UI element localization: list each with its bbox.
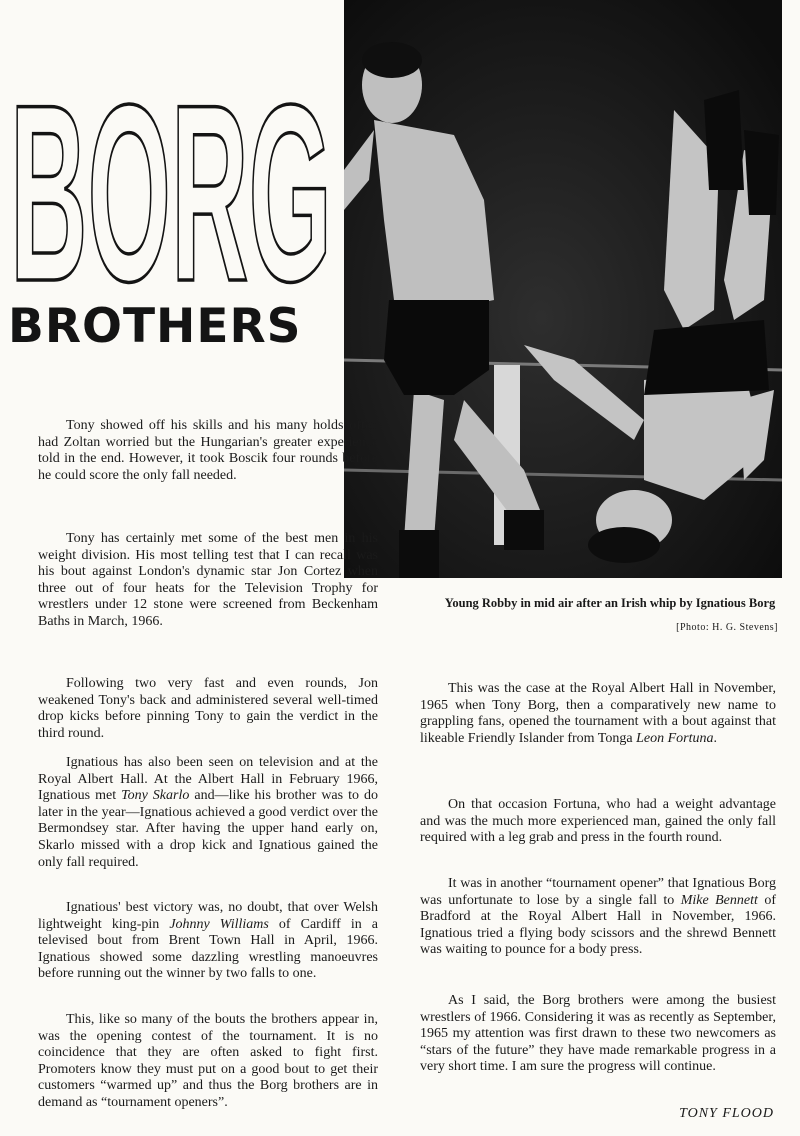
paragraph: On that occasion Fortuna, who had a weight advantage and was the much more experienced man, gained the only fall required with a leg grab and press in the fourth round. xyxy=(420,797,776,846)
paragraph xyxy=(420,876,776,959)
paragraph xyxy=(38,900,378,983)
photo-credit: [Photo: H. G. Stevens] xyxy=(676,622,778,633)
photo-caption: Young Robby in mid air after an Irish whip by Ignatious Borg xyxy=(444,596,776,610)
paragraph: Tony showed off his skills and his many holds often had Zoltan worried but the Hungarian's greater experience told in the end. However, it took Boscik four rounds before he could score the only fall needed. xyxy=(38,418,378,483)
wrestling-photo xyxy=(344,0,782,578)
text-run: It was in another “tournament opener” that Ignatious Borg was unfortunate to lose by a single fall to xyxy=(420,876,776,908)
paragraph xyxy=(420,681,776,747)
paragraph: As I said, the Borg brothers were among the busiest wrestlers of 1966. Considering it was as recently as September, 1965 my attention was first drawn to these two newcomers as “stars of the future” they have made remarkable progress in a very short time. I am sure the progress will continue. xyxy=(420,993,776,1075)
text-run: Ignatious has also been seen on television and at the Royal Albert Hall. At the Albert Hall in February 1966, Ignatious met xyxy=(38,755,378,804)
paragraph: This, like so many of the bouts the brothers appear in, was the opening contest of the tournament. It is no coincidence that they are often asked to fight first. Promoters know they must put on a good bout to get their customers “warmed up” and thus the Borg brothers are in demand as “tournament openers”. xyxy=(38,1012,378,1110)
wrestler-name: Johnny Williams xyxy=(169,916,269,932)
paragraph xyxy=(38,755,378,871)
paragraph: Tony has certainly met some of the best men in his weight division. His most telling test that I can recall was his bout against London's dynamic star Jon Cortez when three out of four heats for the Television Trophy for wrestlers under 12 stone were screened from Beckenham Baths in March, 1966. xyxy=(38,531,378,629)
paragraph: Following two very fast and even rounds, Jon weakened Tony's back and administered several well-timed drop kicks before pinning Tony to gain the verdict in the third round. xyxy=(38,676,378,741)
title-borg xyxy=(6,92,336,288)
text-run: This was the case at the Royal Albert Hall in November, 1965 when Tony Borg, then a comparatively new name to grappling fans, opened the tournament with a bout against that likeable Friendly Islander from Tonga xyxy=(420,681,776,746)
author-signature: TONY FLOOD xyxy=(679,1106,774,1121)
text-run: of Cardiff in a televised bout from Brent Town Hall in April, 1966. Ignatious showed some dazzling wrestling manoeuvres before running out the winner by two falls to one. xyxy=(38,916,378,982)
title-borg-text: BORG xyxy=(10,92,332,288)
wrestler-name: Leon Fortuna xyxy=(636,730,714,746)
text-run: and—like his brother was to do later in the year—Ignatious achieved a good verdict over the Bermondsey star. After having the upper hand early on, Skarlo missed with a drop kick and Ignatious gained the only fall required. xyxy=(38,788,378,870)
title-brothers: BROTHERS xyxy=(8,299,302,354)
wrestler-name: Tony Skarlo xyxy=(121,788,190,804)
text-run: Ignatious' best victory was, no doubt, that over Welsh lightweight king-pin xyxy=(38,900,378,932)
text-run: . xyxy=(713,730,717,746)
text-run: of Bradford at the Royal Albert Hall in November, 1966. Ignatious tried a flying body scissors and the shrewd Bennett was waiting to pounce for a body press. xyxy=(420,892,776,958)
wrestler-name: Mike Bennett xyxy=(680,892,758,908)
